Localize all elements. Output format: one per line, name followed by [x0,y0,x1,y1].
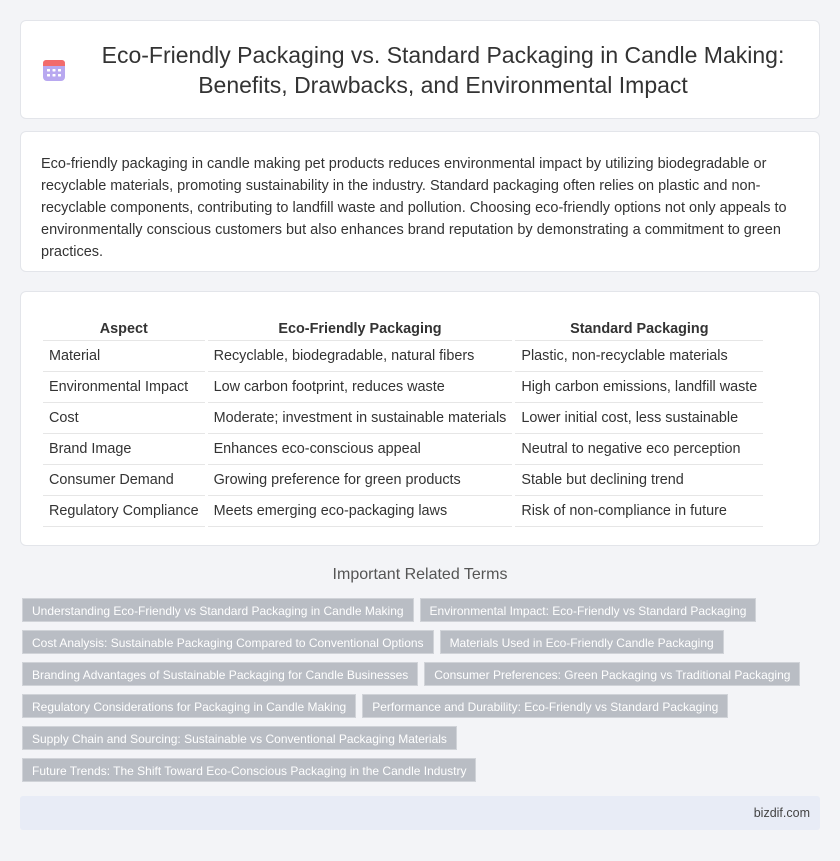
calendar-icon [41,57,67,83]
intro-card [20,131,820,272]
related-term-link[interactable]: Regulatory Considerations for Packaging in Candle Making [22,694,356,718]
related-term-link[interactable]: Materials Used in Eco-Friendly Candle Packaging [440,630,724,654]
table-cell: Plastic, non-recyclable materials [514,340,765,371]
related-term-link[interactable]: Supply Chain and Sourcing: Sustainable vs Conventional Packaging Materials [22,726,457,750]
footer-site-link[interactable]: bizdif.com [753,806,810,820]
page-title: Eco-Friendly Packaging vs. Standard Packaging in Candle Making: Benefits, Drawbacks, and Environmental Impact [101,41,785,98]
related-terms-list [22,598,812,782]
related-term-link[interactable]: Branding Advantages of Sustainable Packaging for Candle Businesses [22,662,418,686]
comparison-table-card [20,291,820,546]
table-cell: Enhances eco-conscious appeal [206,433,514,464]
table-cell: Lower initial cost, less sustainable [514,402,765,433]
related-term-link[interactable]: Understanding Eco-Friendly vs Standard Packaging in Candle Making [22,598,414,622]
table-row [43,433,765,464]
comparison-table [43,312,766,527]
table-cell: Moderate; investment in sustainable materials [206,402,514,433]
table-cell: Low carbon footprint, reduces waste [206,371,514,402]
table-row [43,495,765,526]
related-term-link[interactable]: Environmental Impact: Eco-Friendly vs Standard Packaging [420,598,757,622]
table-row [43,464,765,495]
table-row [43,402,765,433]
table-cell: Brand Image [43,433,206,464]
related-terms-heading: Important Related Terms [332,566,508,583]
table-cell: Material [43,340,206,371]
table-cell: Environmental Impact [43,371,206,402]
table-cell: Consumer Demand [43,464,206,495]
table-cell: Neutral to negative eco perception [514,433,765,464]
table-cell: Cost [43,402,206,433]
table-cell: Regulatory Compliance [43,495,206,526]
table-header-row [43,312,765,340]
table-cell: High carbon emissions, landfill waste [514,371,765,402]
table-cell: Meets emerging eco-packaging laws [206,495,514,526]
column-header-eco: Eco-Friendly Packaging [206,312,514,340]
related-term-link[interactable]: Performance and Durability: Eco-Friendly vs Standard Packaging [362,694,728,718]
table-cell: Recyclable, biodegradable, natural fibers [206,340,514,371]
related-term-link[interactable]: Consumer Preferences: Green Packaging vs Traditional Packaging [424,662,800,686]
intro-paragraph: Eco-friendly packaging in candle making pet products reduces environmental impact by utilizing biodegradable or recyclable materials, promoting sustainability in the industry. Standard packaging often relies on plastic and non-recyclable components, contributing to landfill waste and pollution. Choosing eco-friendly options not only appeals to environmentally conscious customers but also enhances brand reputation by demonstrating a commitment to green practices. [41,156,787,260]
column-header-standard: Standard Packaging [514,312,765,340]
footer [20,796,820,830]
related-term-link[interactable]: Cost Analysis: Sustainable Packaging Compared to Conventional Options [22,630,434,654]
table-row [43,340,765,371]
column-header-aspect: Aspect [43,312,206,340]
table-row [43,371,765,402]
table-cell: Stable but declining trend [514,464,765,495]
related-term-link[interactable]: Future Trends: The Shift Toward Eco-Conscious Packaging in the Candle Industry [22,758,476,782]
title-card [20,20,820,119]
table-cell: Risk of non-compliance in future [514,495,765,526]
table-cell: Growing preference for green products [206,464,514,495]
